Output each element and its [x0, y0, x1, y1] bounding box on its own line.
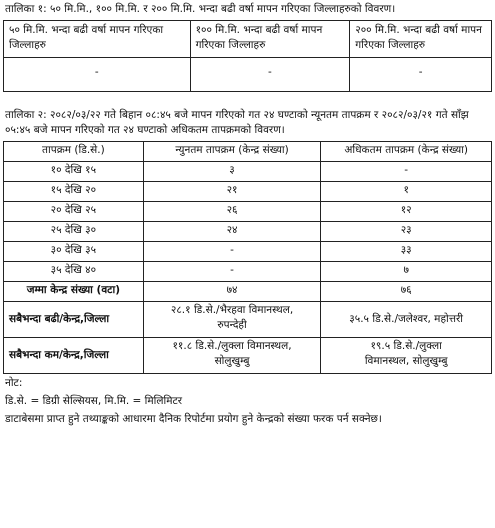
highest-row [4, 301, 492, 337]
table-row [4, 201, 492, 221]
range-cell: ३५ देखि ४० [4, 261, 144, 281]
range-cell: १५ देखि २० [4, 181, 144, 201]
lowest-max-cell [321, 337, 492, 373]
min-count-cell: २४ [143, 221, 321, 241]
notes-title: नोट: [5, 376, 23, 389]
header-cell-200mm: २०० मि.मि. भन्दा बढी वर्षा मापन गरिएका जिल्लाहरु [350, 21, 492, 58]
range-cell: २० देखि २५ [4, 201, 144, 221]
min-count-cell: २१ [143, 181, 321, 201]
value-cell-100mm: - [190, 58, 350, 92]
lowest-min-cell [143, 337, 321, 373]
header-minimum: न्युनतम तापक्रम (केन्द्र संख्या) [143, 141, 321, 161]
notes-disclaimer: डाटाबेसमा प्राप्त हुने तथ्याङ्कको आधारमा दैनिक रिपोर्टमा प्रयोग हुने केन्द्रको संख्या फरक पर्न सक्नेछ। [5, 413, 382, 426]
min-count-cell: ३ [143, 161, 321, 181]
notes-section [5, 376, 492, 428]
max-count-cell: १२ [321, 201, 492, 221]
table-row [4, 181, 492, 201]
total-row [4, 281, 492, 301]
max-count-cell: - [321, 161, 492, 181]
rainfall-districts-table [3, 20, 492, 92]
notes-abbreviations: डि.से. = डिग्री सेल्सियस, मि.मि. = मिलिमिटर [5, 394, 183, 407]
lowest-max-line2: विमानस्थल, सोलुखुम्बु [364, 354, 448, 367]
table-row [4, 261, 492, 281]
highest-max-cell [321, 301, 492, 337]
min-count-cell: २६ [143, 201, 321, 221]
range-cell: ३० देखि ३५ [4, 241, 144, 261]
highest-min-line1: २८.१ डि.से./भैरहवा विमानस्थल, [170, 303, 294, 316]
highest-label: सबैभन्दा बढी/केन्द्र,जिल्ला [4, 301, 144, 337]
total-max-count: ७६ [321, 281, 492, 301]
table-row [4, 161, 492, 181]
highest-min-line2: रुपन्देही [217, 318, 247, 331]
value-cell-200mm: - [350, 58, 492, 92]
min-count-cell: - [143, 241, 321, 261]
max-count-cell: ३३ [321, 241, 492, 261]
table1-caption: तालिका १: ५० मि.मि., १०० मि.मि. र २०० मि.मि. भन्दा बढी वर्षा मापन गरिएका जिल्लाहरुको विवरण। [5, 3, 396, 15]
lowest-min-line1: ११.८ डि.से./लुक्ला विमानस्थल, [172, 339, 292, 352]
lowest-row [4, 337, 492, 373]
lowest-label: सबैभन्दा कम/केन्द्र,जिल्ला [4, 337, 144, 373]
header-temperature-range: तापक्रम (डि.से.) [4, 141, 144, 161]
header-cell-100mm: १०० मि.मि. भन्दा बढी वर्षा मापन गरिएका जिल्लाहरु [190, 21, 350, 58]
lowest-max-line1: १९.५ डि.से./लुक्ला [370, 339, 442, 352]
table-row [4, 58, 492, 92]
lowest-min-line2: सोलुखुम्बु [214, 354, 250, 367]
min-count-cell: - [143, 261, 321, 281]
table2-caption: तालिका २: २०८२/०३/२२ गते बिहान ०८:४५ बजे मापन गरिएको गत २४ घण्टाको न्यूनतम तापक्रम र २०८२/०३/२१ गते साँझ ०५:४५ बजे मापन गरिएको गत २४ घण्टाको अधिकतम तापक्रमको विवरण। [5, 109, 469, 137]
value-cell-50mm: - [4, 58, 191, 92]
header-maximum: अधिकतम तापक्रम (केन्द्र संख्या) [321, 141, 492, 161]
highest-max-line1: ३५.५ डि.से./जलेश्वर, महोत्तरी [349, 312, 464, 325]
total-min-count: ७४ [143, 281, 321, 301]
max-count-cell: ७ [321, 261, 492, 281]
temperature-table [3, 141, 492, 374]
total-label: जम्मा केन्द्र संख्या (वटा) [4, 281, 144, 301]
range-cell: २५ देखि ३० [4, 221, 144, 241]
table-header-row [4, 141, 492, 161]
table-row [4, 241, 492, 261]
range-cell: १० देखि १५ [4, 161, 144, 181]
max-count-cell: २३ [321, 221, 492, 241]
table-row [4, 221, 492, 241]
header-cell-50mm: ५० मि.मि. भन्दा बढी वर्षा मापन गरिएका जिल्लाहरु [4, 21, 191, 58]
highest-min-cell [143, 301, 321, 337]
table-header-row [4, 21, 492, 58]
max-count-cell: १ [321, 181, 492, 201]
